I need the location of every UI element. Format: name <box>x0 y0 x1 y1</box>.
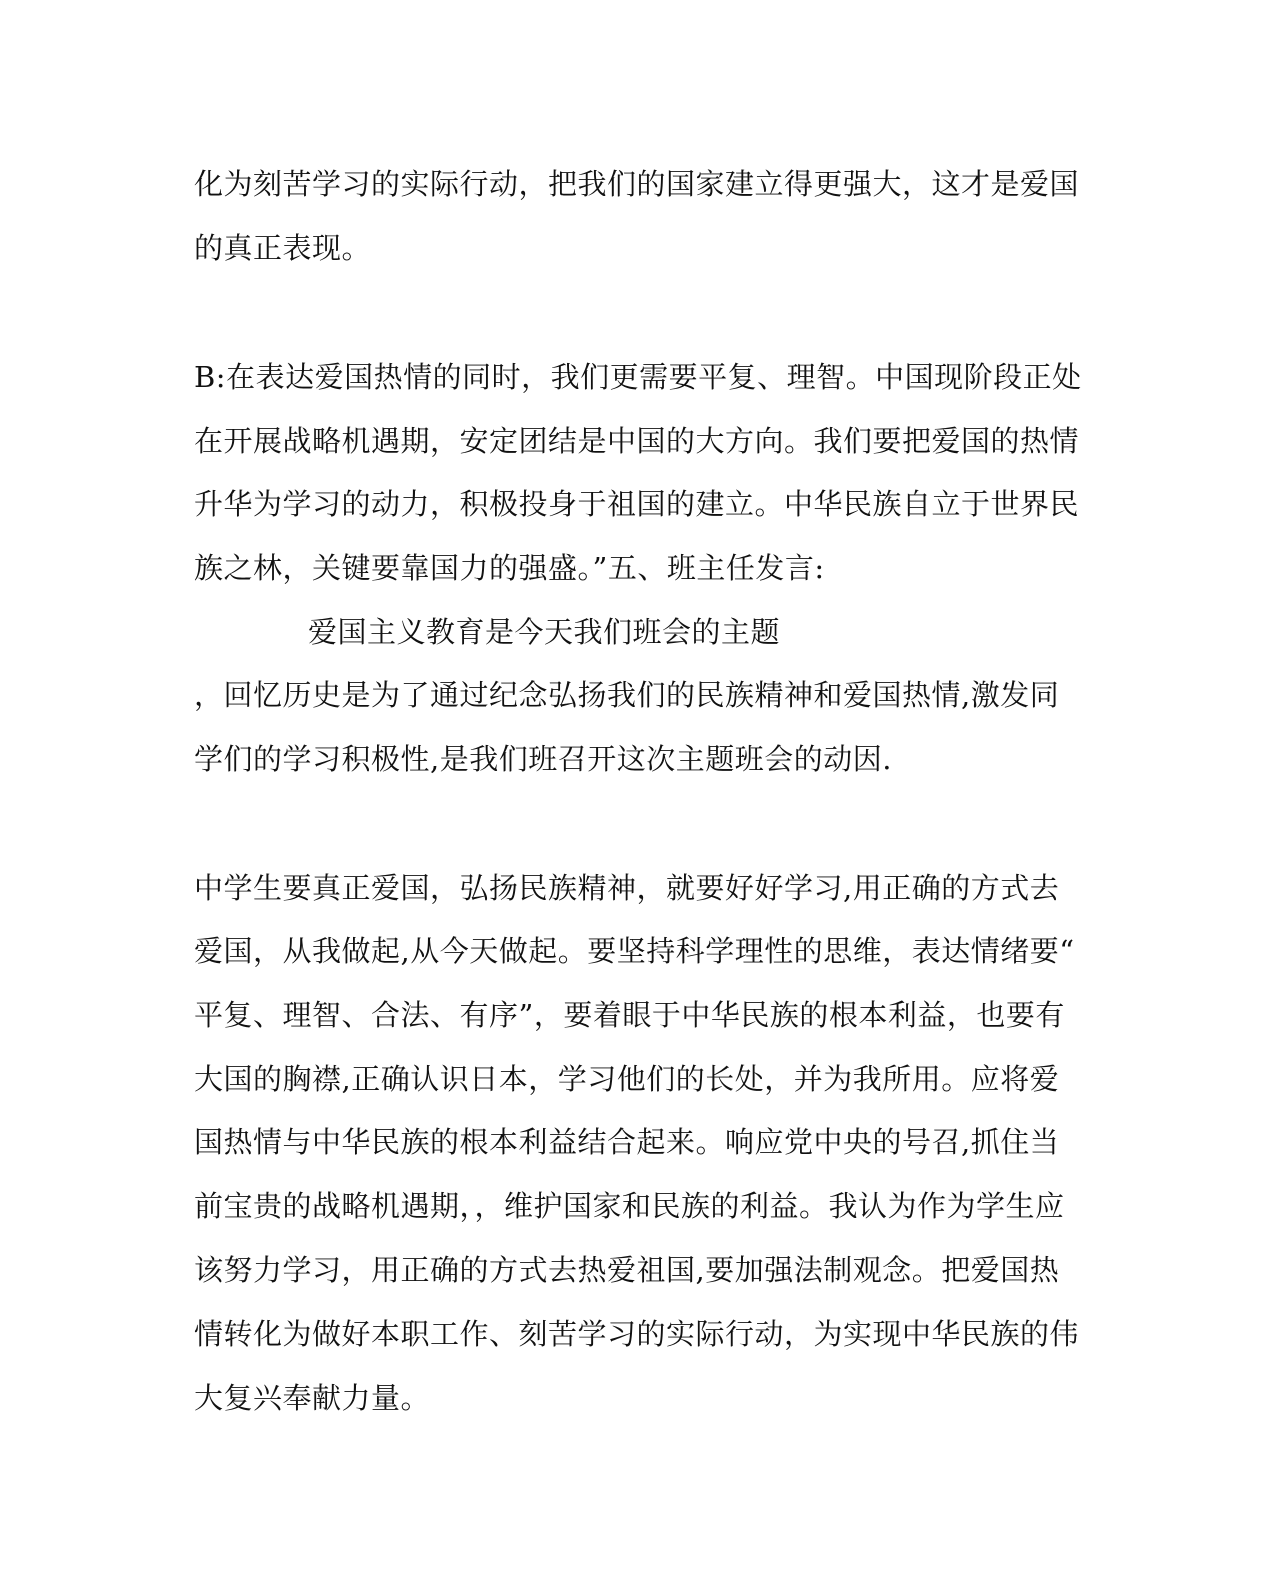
text-line: 平复、理智、合法、有序”，要着眼于中华民族的根本利益，也要有 <box>194 998 1065 1032</box>
text-line: 族之林，关键要靠国力的强盛。”五、班主任发言: <box>194 551 825 585</box>
text-line: 爱国主义教育是今天我们班会的主题 <box>308 615 781 649</box>
text-line: 学们的学习积极性,是我们班召开这次主题班会的动因. <box>194 742 892 776</box>
text-line: 中学生要真正爱国，弘扬民族精神，就要好好学习,用正确的方式去 <box>194 871 1060 905</box>
text-line: 大复兴奉献力量。 <box>194 1381 431 1415</box>
text-line: B:在表达爱国热情的同时，我们更需要平复、理智。中国现阶段正处 <box>194 360 1082 394</box>
text-line: 国热情与中华民族的根本利益结合起来。响应党中央的号召,抓住当 <box>194 1125 1060 1159</box>
text-line: 前宝贵的战略机遇期，，维护国家和民族的利益。我认为作为学生应 <box>194 1189 1065 1223</box>
text-line: 升华为学习的动力，积极投身于祖国的建立。中华民族自立于世界民 <box>194 487 1080 521</box>
text-line: 该努力学习，用正确的方式去热爱祖国,要加强法制观念。把爱国热 <box>194 1253 1060 1287</box>
text-line: 情转化为做好本职工作、刻苦学习的实际行动，为实现中华民族的伟 <box>194 1317 1080 1351</box>
text-line: ，回忆历史是为了通过纪念弘扬我们的民族精神和爱国热情,激发同 <box>194 678 1060 712</box>
text-line: 爱国，从我做起,从今天做起。要坚持科学理性的思维，表达情绪要“ <box>194 934 1075 968</box>
text-line: 的真正表现。 <box>194 231 372 265</box>
text-line: 化为刻苦学习的实际行动，把我们的国家建立得更强大，这才是爱国 <box>194 167 1080 201</box>
text-line: 在开展战略机遇期，安定团结是中国的大方向。我们要把爱国的热情 <box>194 424 1080 458</box>
text-line: 大国的胸襟,正确认识日本，学习他们的长处，并为我所用。应将爱 <box>194 1062 1060 1096</box>
